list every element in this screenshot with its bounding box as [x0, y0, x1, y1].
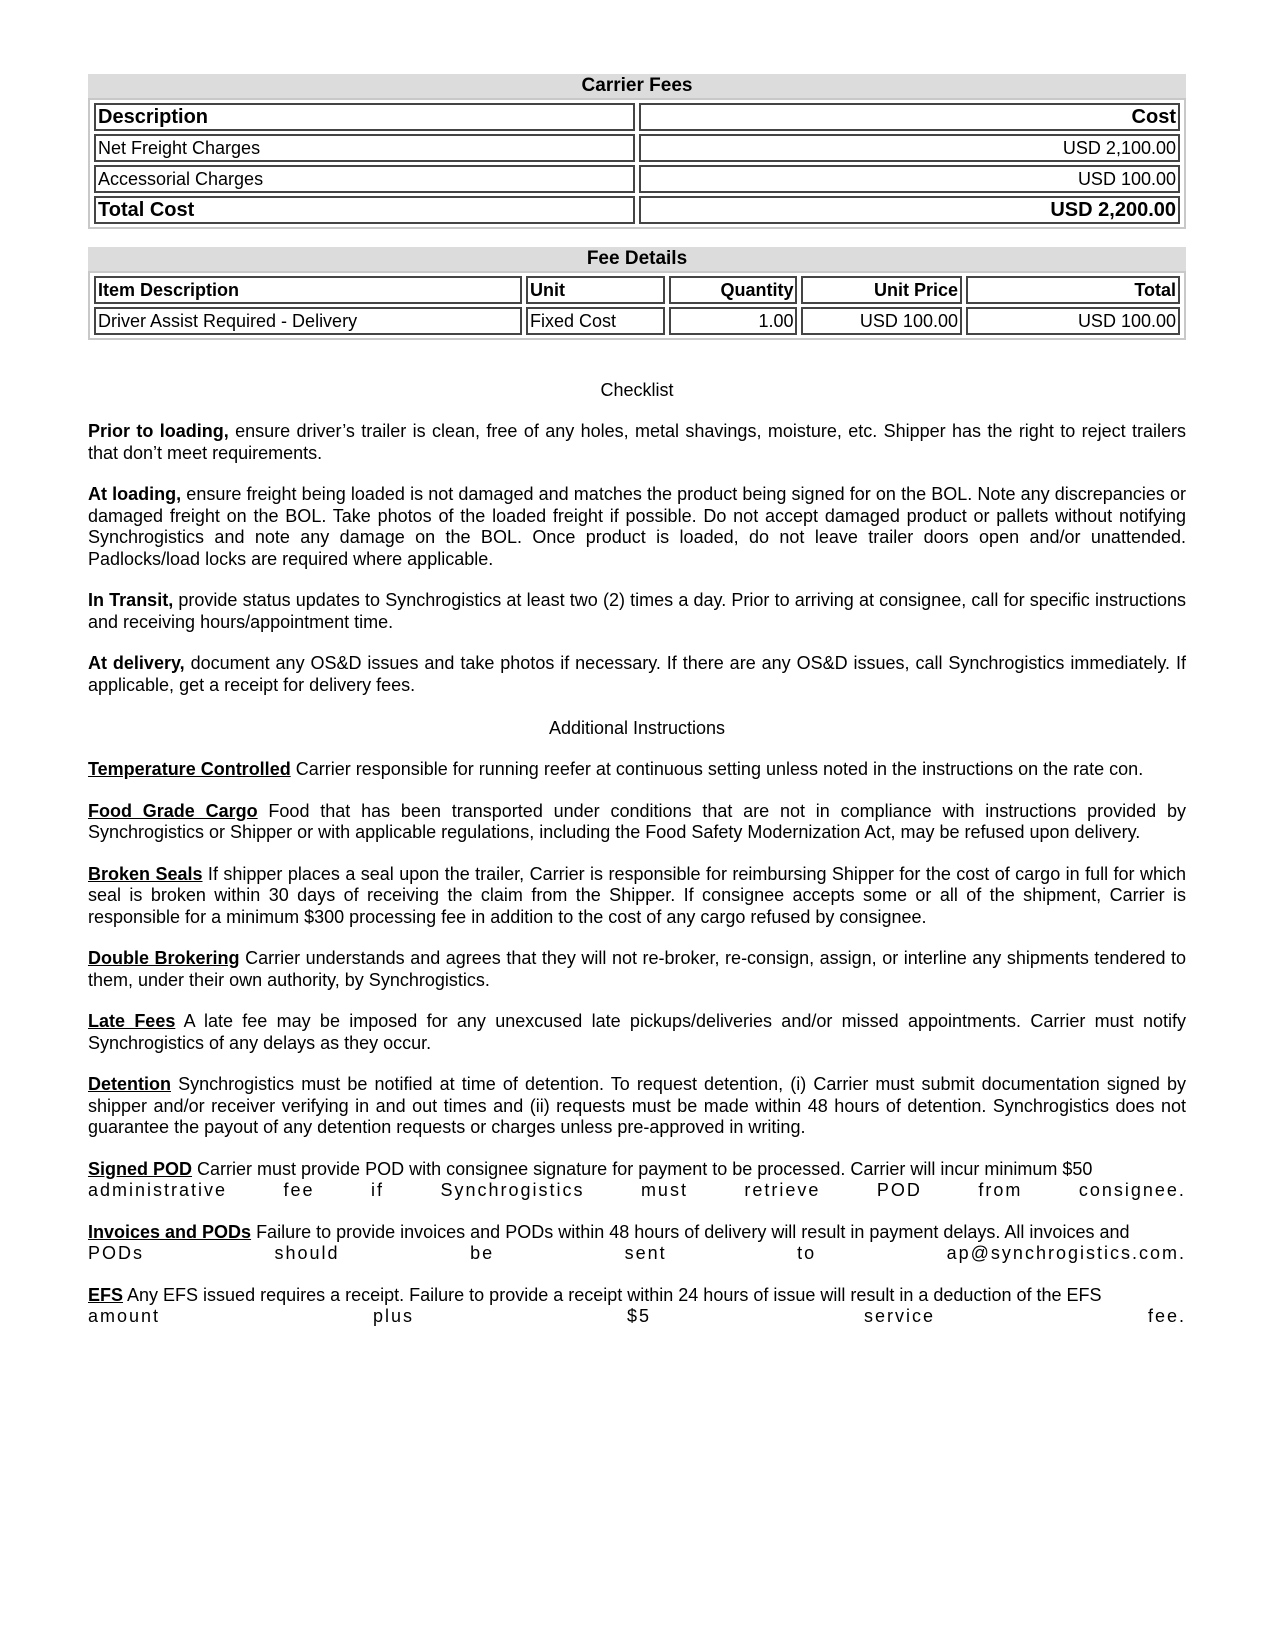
- instruction-lead: Invoices and PODs: [88, 1221, 252, 1242]
- checklist-item: [88, 653, 1186, 696]
- item-description-header: Item Description: [94, 276, 522, 304]
- spread-word: administrative: [88, 1180, 228, 1200]
- spread-word: consignee.: [1078, 1180, 1186, 1200]
- unit-price-header: Unit Price: [801, 276, 962, 304]
- spread-word: if: [370, 1180, 384, 1200]
- instruction-lead: Double Brokering: [88, 948, 240, 968]
- instruction-double-brokering: [88, 948, 1186, 991]
- spread-word: fee.: [1147, 1306, 1186, 1326]
- instruction-late-fees: [88, 1011, 1186, 1054]
- spread-word: be: [470, 1243, 495, 1263]
- instruction-text: If shipper places a seal upon the trailer, Carrier is responsible for reimbursing Shipper for the cost of cargo in full for which seal is broken within 30 days of receiving the claim from the Shipper. If consignee accepts some or all of the shipment, Carrier is responsible for a minimum $300 processing fee in addition to the cost of any cargo refused by consignee.: [88, 863, 1187, 927]
- checklist-lead: Prior to loading,: [88, 421, 229, 441]
- spread-word: from: [978, 1180, 1023, 1200]
- quantity-header: Quantity: [669, 276, 797, 304]
- email-address: ap@synchrogistics.com.: [946, 1243, 1186, 1263]
- checklist-lead: At delivery,: [88, 653, 185, 673]
- checklist-text: ensure freight being loaded is not damaged and matches the product being signed for on the BOL. Note any discrepancies or damaged freight on the BOL. Take photos of the loaded freight if possible. Do not accept damaged product or pallets without notifying Synchrogistics and note any damage on the BOL. Once product is loaded, do not leave trailer doors open and/or unattended. Padlocks/load locks are required where applicable.: [88, 484, 1186, 569]
- instruction-text: Carrier must provide POD with consignee signature for payment to be processed. Carrier will incur minimum $50: [192, 1158, 1093, 1179]
- description-header: Description: [94, 103, 635, 131]
- cost-header: Cost: [639, 103, 1180, 131]
- table-row: [94, 165, 1180, 193]
- instruction-text: Carrier understands and agrees that they will not re-broker, re-consign, assign, or interline any shipments tendered to them, under their own authority, by Synchrogistics.: [88, 948, 1186, 990]
- table-row: [94, 307, 1180, 335]
- instruction-broken-seals: [88, 864, 1186, 929]
- spread-word: should: [274, 1243, 340, 1263]
- table-row: [94, 134, 1180, 162]
- instruction-text: Synchrogistics must be notified at time of detention. To request detention, (i) Carrier must submit documentation signed by shipper and/or receiver verifying in and out times and (ii) requests must be made within 48 hours of detention. Synchrogistics does not guarantee the payout of any detention requests or charges unless pre-approved in writing.: [88, 1074, 1186, 1137]
- fee-cost: USD 2,100.00: [639, 134, 1180, 162]
- checklist-item: [88, 421, 1186, 464]
- additional-instructions-heading: Additional Instructions: [548, 718, 726, 738]
- carrier-fees-table: [88, 98, 1186, 229]
- checklist-text: document any OS&D issues and take photos if necessary. If there are any OS&D issues, call Synchrogistics immediately. If applicable, get a receipt for delivery fees.: [88, 653, 1186, 695]
- checklist-text: ensure driver’s trailer is clean, free of any holes, metal shavings, moisture, etc. Shipper has the right to reject trailers that don’t meet requirements.: [88, 421, 1186, 463]
- instruction-temperature: [88, 759, 1186, 781]
- carrier-fees-title: Carrier Fees: [88, 74, 1186, 98]
- item-description: Driver Assist Required - Delivery: [94, 307, 522, 335]
- document-page: [88, 74, 1186, 1328]
- instruction-signed-pod: [88, 1159, 1186, 1181]
- spread-word: must: [640, 1180, 688, 1200]
- table-header-row: [94, 276, 1180, 304]
- spread-word: amount: [88, 1306, 161, 1326]
- spread-word: PODs: [88, 1243, 145, 1263]
- spread-word: to: [797, 1243, 817, 1263]
- spread-word: $5: [626, 1306, 652, 1326]
- spread-line: [88, 1180, 1186, 1202]
- unit-header: Unit: [526, 276, 665, 304]
- checklist-heading: Checklist: [600, 380, 674, 400]
- spread-word: Synchrogistics: [440, 1180, 585, 1200]
- instruction-efs: [88, 1285, 1186, 1307]
- spread-word: retrieve: [744, 1180, 821, 1200]
- checklist-item: [88, 590, 1186, 633]
- fee-description: Accessorial Charges: [94, 165, 635, 193]
- instruction-text: Failure to provide invoices and PODs within 48 hours of delivery will result in payment delays. All invoices and: [251, 1221, 1130, 1242]
- instruction-lead: Late Fees: [88, 1011, 176, 1031]
- checklist-lead: In Transit,: [88, 590, 174, 610]
- instruction-detention: [88, 1074, 1186, 1139]
- spread-word: plus: [373, 1306, 415, 1326]
- fee-details-title: Fee Details: [88, 247, 1186, 271]
- total: USD 100.00: [966, 307, 1180, 335]
- unit-price: USD 100.00: [801, 307, 962, 335]
- fee-cost: USD 100.00: [639, 165, 1180, 193]
- spread-line: [88, 1243, 1186, 1265]
- fee-description: Net Freight Charges: [94, 134, 635, 162]
- quantity: 1.00: [669, 307, 797, 335]
- instruction-text: Any EFS issued requires a receipt. Failure to provide a receipt within 24 hours of issue will result in a deduction of the EFS: [123, 1284, 1102, 1305]
- instruction-text: Carrier responsible for running reefer at continuous setting unless noted in the instructions on the rate con.: [290, 759, 1144, 779]
- instruction-text: A late fee may be imposed for any unexcused late pickups/deliveries and/or missed appointments. Carrier must notify Synchrogistics of any delays as they occur.: [88, 1011, 1186, 1053]
- total-row: [94, 196, 1180, 224]
- checklist-item: [88, 484, 1186, 570]
- instruction-lead: Signed POD: [88, 1158, 193, 1179]
- instruction-invoices: [88, 1222, 1186, 1244]
- instruction-lead: Temperature Controlled: [88, 759, 291, 779]
- instruction-lead: Detention: [88, 1074, 171, 1094]
- spread-word: fee: [283, 1180, 315, 1200]
- spread-word: service: [863, 1306, 935, 1326]
- checklist-text: provide status updates to Synchrogistics at least two (2) times a day. Prior to arriving at consignee, call for specific instructions and receiving hours/appointment time.: [88, 590, 1186, 632]
- instruction-lead: Broken Seals: [88, 863, 203, 884]
- instruction-lead: Food Grade Cargo: [88, 800, 258, 821]
- total-cost: USD 2,200.00: [639, 196, 1180, 224]
- spread-word: POD: [876, 1180, 922, 1200]
- instruction-text: Food that has been transported under conditions that are not in compliance with instructions provided by Synchrogistics or Shipper or with applicable regulations, including the Food Safety Modernization Act, may be refused upon delivery.: [88, 800, 1186, 842]
- spread-line: [88, 1306, 1186, 1328]
- instruction-lead: EFS: [88, 1284, 124, 1305]
- total-header: Total: [966, 276, 1180, 304]
- instruction-food-grade: [88, 801, 1186, 844]
- fee-details-table: [88, 271, 1186, 340]
- table-header-row: [94, 103, 1180, 131]
- unit: Fixed Cost: [526, 307, 665, 335]
- total-label: Total Cost: [94, 196, 635, 224]
- spread-word: sent: [624, 1243, 667, 1263]
- checklist-lead: At loading,: [88, 484, 182, 504]
